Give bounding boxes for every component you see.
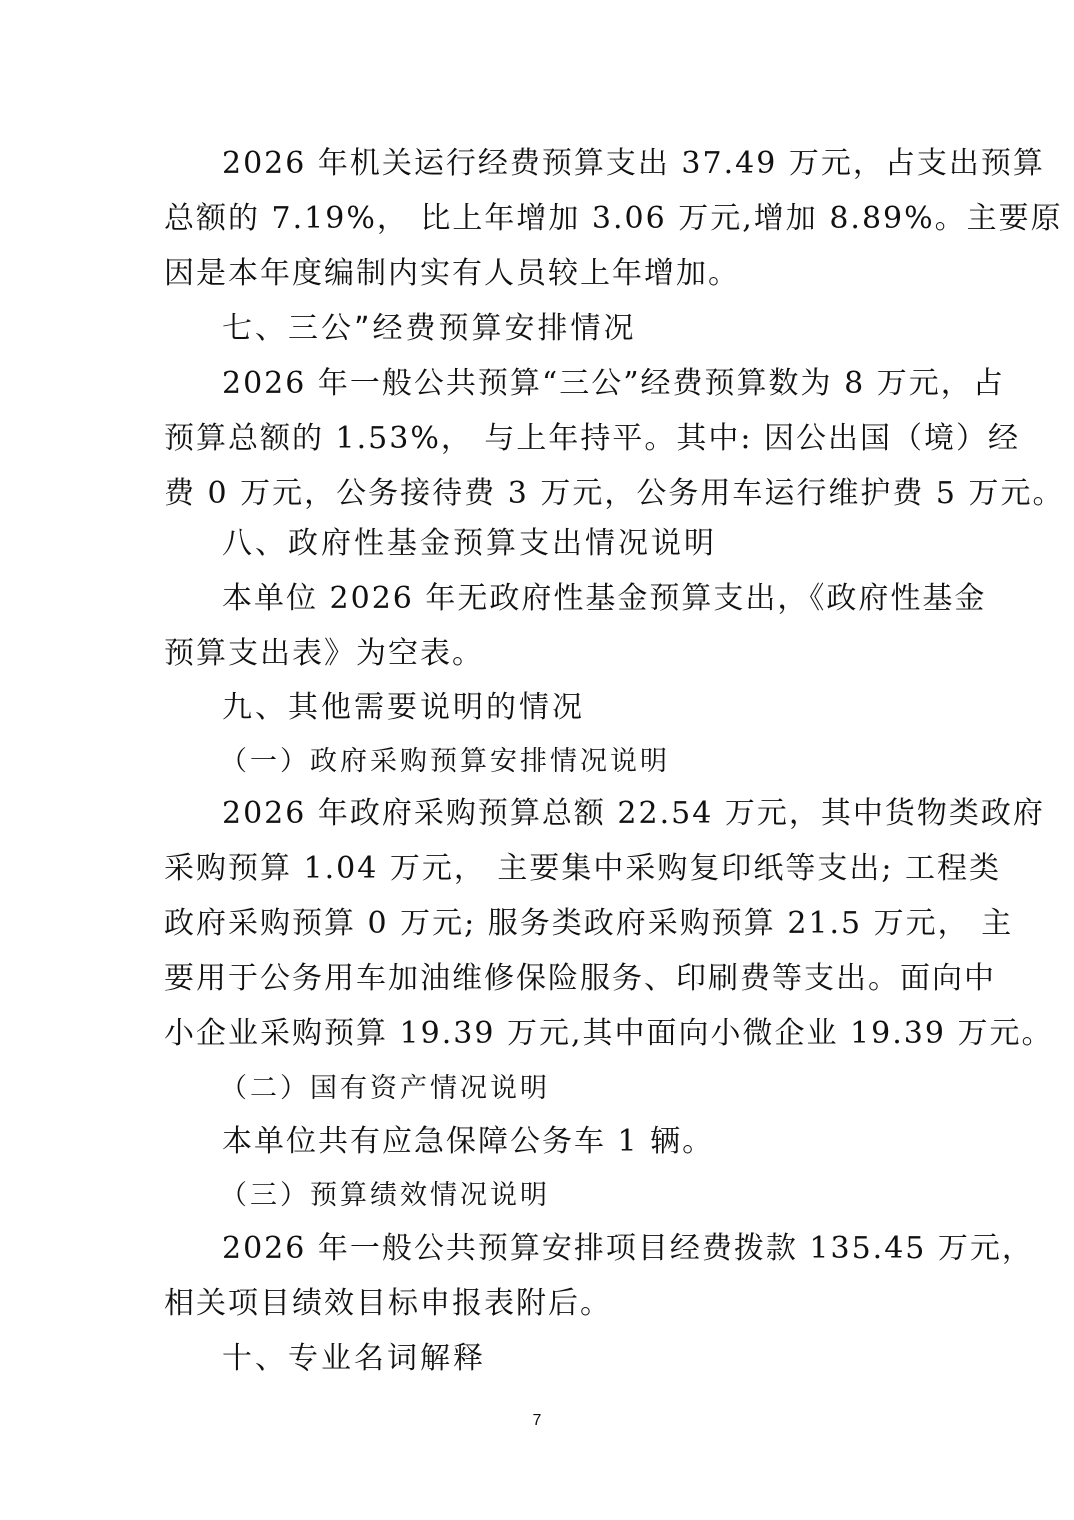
paragraph-line: 预算总额的 1.53%， 与上年持平。其中: 因公出国（境）经 [164,421,1021,456]
paragraph-line: 本单位 2026 年无政府性基金预算支出，《政府性基金 [222,581,987,616]
paragraph-line: 费 0 万元，公务接待费 3 万元，公务用车运行维护费 5 万元。 [164,476,1065,511]
paragraph-line: 2026 年一般公共预算安排项目经费拨款 135.45 万元， [222,1231,1034,1266]
paragraph-line: 2026 年政府采购预算总额 22.54 万元，其中货物类政府 [222,796,1045,831]
paragraph-line: 本单位共有应急保障公务车 1 辆。 [222,1124,715,1159]
paragraph-line: 小企业采购预算 19.39 万元,其中面向小微企业 19.39 万元。 [164,1016,1054,1051]
paragraph-line: 要用于公务用车加油维修保险服务、印刷费等支出。面向中 [164,961,996,996]
section-heading-seven: 七、三公”经费预算安排情况 [222,311,637,346]
section-heading-eight: 八、政府性基金预算支出情况说明 [222,526,717,561]
paragraph-line: 政府采购预算 0 万元; 服务类政府采购预算 21.5 万元， 主 [164,906,1014,941]
paragraph-line: 2026 年机关运行经费预算支出 37.49 万元，占支出预算 [222,146,1045,181]
page-number: 7 [532,1412,542,1429]
subsection-heading-three: （三）预算绩效情况说明 [220,1180,550,1211]
paragraph-line: 因是本年度编制内实有人员较上年增加。 [164,256,740,291]
paragraph-line: 总额的 7.19%， 比上年增加 3.06 万元,增加 8.89%。主要原 [164,201,1063,236]
section-heading-nine: 九、其他需要说明的情况 [222,690,585,725]
subsection-heading-two: （二）国有资产情况说明 [220,1073,550,1104]
paragraph-line: 相关项目绩效目标申报表附后。 [164,1286,612,1321]
subsection-heading-one: （一）政府采购预算安排情况说明 [220,746,670,777]
paragraph-line: 预算支出表》为空表。 [164,636,484,671]
paragraph-line: 采购预算 1.04 万元， 主要集中采购复印纸等支出; 工程类 [164,851,1002,886]
section-heading-ten: 十、专业名词解释 [222,1341,486,1376]
paragraph-line: 2026 年一般公共预算“三公”经费预算数为 8 万元，占 [222,366,1005,401]
